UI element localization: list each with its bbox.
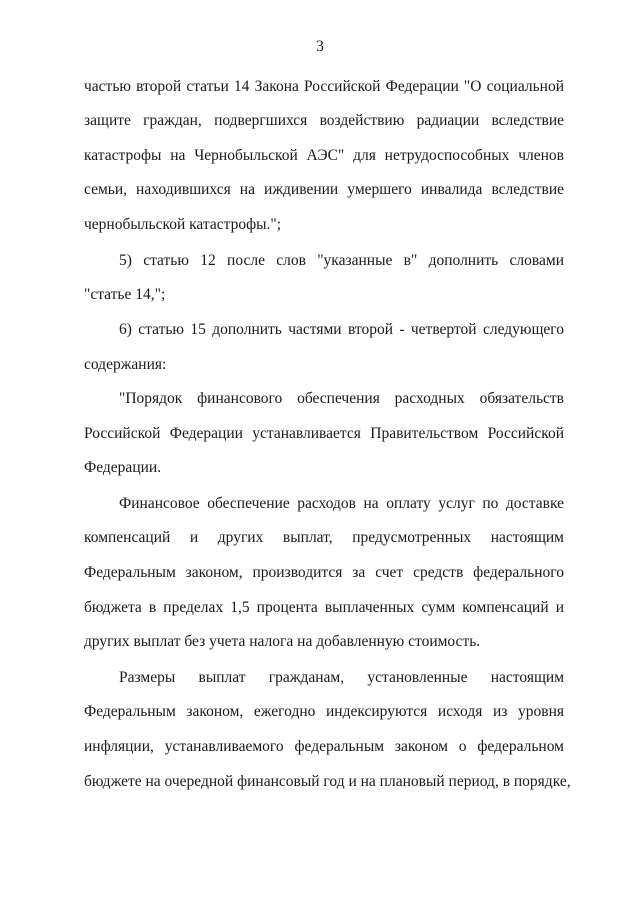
text-line-13: Финансовое обеспечение расходов на оплату услуг по доставке <box>119 495 564 512</box>
text-line-6: 5) статью 12 после слов "указанные в" дополнить словами <box>119 252 564 269</box>
text-line-11: Российской Федерации устанавливается Правительством Российской <box>84 425 564 442</box>
text-line-7: "статье 14,"; <box>84 286 166 303</box>
text-line-14: компенсаций и других выплат, предусмотренных настоящим <box>84 529 564 546</box>
text-line-12: Федерации. <box>84 459 162 476</box>
text-line-10: "Порядок финансового обеспечения расходных обязательств <box>119 390 564 407</box>
text-line-15: Федеральным законом, производится за счет средств федерального <box>84 564 564 581</box>
text-line-1: частью второй статьи 14 Закона Российской Федерации "О социальной <box>84 78 564 95</box>
page-number: 3 <box>316 38 324 55</box>
text-line-18: Размеры выплат гражданам, установленные настоящим <box>119 669 564 686</box>
text-line-20: инфляции, устанавливаемого федеральным законом о федеральном <box>84 738 564 755</box>
text-line-19: Федеральным законом, ежегодно индексируются исходя из уровня <box>84 703 564 720</box>
text-line-9: содержания: <box>84 356 167 373</box>
text-line-8: 6) статью 15 дополнить частями второй - четвертой следующего <box>119 321 564 338</box>
text-line-3: катастрофы на Чернобыльской АЭС" для нетрудоспособных членов <box>84 147 564 164</box>
text-line-5: чернобыльской катастрофы."; <box>84 216 282 233</box>
text-line-4: семьи, находившихся на иждивении умершего инвалида вследствие <box>84 181 564 198</box>
text-line-17: других выплат без учета налога на добавленную стоимость. <box>84 633 481 650</box>
text-line-2: защите граждан, подвергшихся воздействию радиации вследствие <box>84 112 564 129</box>
text-line-16: бюджета в пределах 1,5 процента выплаченных сумм компенсаций и <box>84 599 564 616</box>
text-line-21: бюджете на очередной финансовый год и на плановый период, в порядке, <box>84 773 571 790</box>
